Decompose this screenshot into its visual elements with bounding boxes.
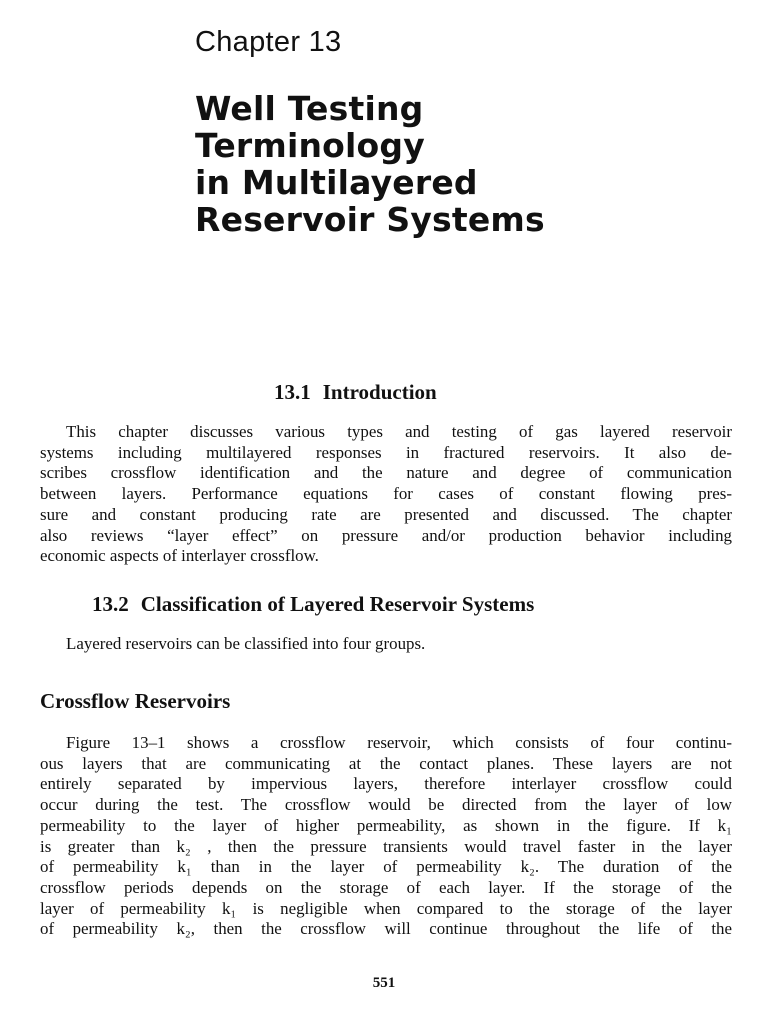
text-line: scribes crossflow identification and the nature and degree of communication	[40, 463, 732, 483]
text-line: also reviews “layer effect” on pressure and/or production behavior including	[40, 525, 732, 545]
section-number: 13.1	[274, 380, 311, 404]
chapter-label: Chapter 13	[195, 26, 342, 58]
text-line: of permeability k₁ than in the layer of permeability k₂. The duration of the	[40, 857, 732, 877]
section-heading-introduction	[274, 379, 437, 405]
paragraph-introduction	[40, 422, 732, 567]
text-line: entirely separated by impervious layers, therefore interlayer crossflow could	[40, 774, 732, 794]
text-line: is greater than k₂ , then the pressure transients would travel faster in the layer	[40, 836, 732, 856]
text-line: crossflow periods depends on the storage of each layer. If the storage of the	[40, 877, 732, 897]
paragraph-crossflow-reservoirs	[40, 733, 732, 940]
chapter-title-line: Terminology	[195, 126, 425, 165]
text-line: occur during the test. The crossflow would be directed from the layer of low	[40, 795, 732, 815]
text-line: layer of permeability k₁ is negligible when compared to the storage of the layer	[40, 898, 732, 918]
section-title: Introduction	[322, 380, 437, 404]
section-number: 13.2	[92, 592, 129, 616]
chapter-title-line: Reservoir Systems	[195, 200, 545, 239]
subsection-heading-crossflow-reservoirs: Crossflow Reservoirs	[40, 689, 231, 713]
text-line: Figure 13–1 shows a crossflow reservoir, which consists of four continu-	[66, 733, 732, 752]
text-line: of permeability k₂, then the crossflow will continue throughout the life of the	[40, 919, 732, 939]
text-line: between layers. Performance equations for cases of constant flowing pres-	[40, 484, 732, 504]
text-line: economic aspects of interlayer crossflow.	[40, 546, 319, 566]
page-number: 551	[372, 975, 396, 991]
chapter-title-line: Well Testing	[195, 89, 424, 128]
text-line: Layered reservoirs can be classified into four groups.	[66, 634, 426, 653]
chapter-title	[195, 90, 715, 238]
section-heading-classification	[92, 591, 534, 617]
paragraph-classification	[40, 634, 732, 655]
text-line: permeability to the layer of higher permeability, as shown in the figure. If k₁	[40, 815, 732, 835]
chapter-title-line: in Multilayered	[195, 163, 478, 202]
text-line: systems including multilayered responses in fractured reservoirs. It also de-	[40, 442, 732, 462]
text-line: This chapter discusses various types and testing of gas layered reservoir	[66, 422, 732, 441]
text-line: sure and constant producing rate are presented and discussed. The chapter	[40, 504, 732, 524]
section-title: Classification of Layered Reservoir Systems	[140, 592, 535, 616]
text-line: ous layers that are communicating at the contact planes. These layers are not	[40, 753, 732, 773]
